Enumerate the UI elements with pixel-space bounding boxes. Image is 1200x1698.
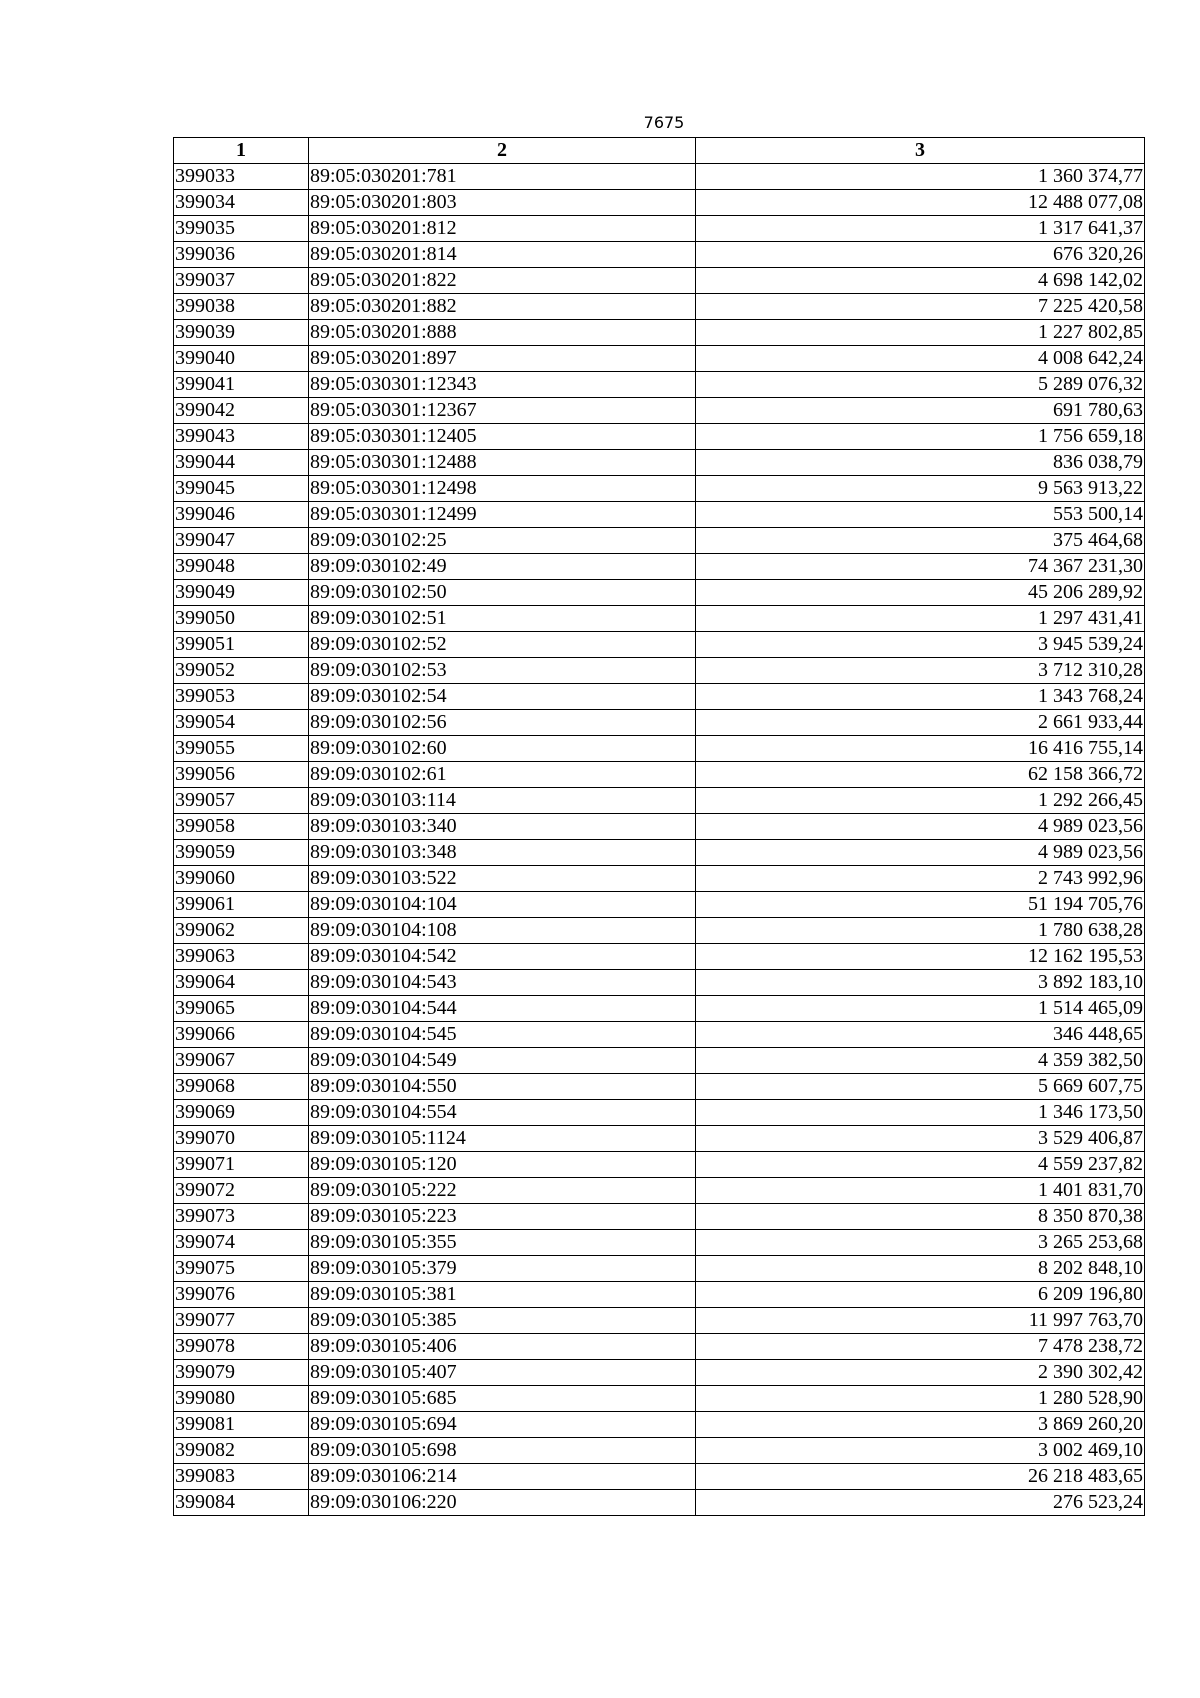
table-row: [174, 736, 1145, 762]
table-row: [174, 762, 1145, 788]
cell-cadastral-number: 89:05:030201:781: [309, 164, 696, 190]
cell-value: 4 008 642,24: [696, 346, 1145, 372]
cell-id: 399080: [174, 1386, 309, 1412]
table-row: [174, 814, 1145, 840]
cell-cadastral-number: 89:09:030105:1124: [309, 1126, 696, 1152]
cell-cadastral-number: 89:09:030104:542: [309, 944, 696, 970]
cell-cadastral-number: 89:05:030301:12498: [309, 476, 696, 502]
cell-cadastral-number: 89:09:030105:222: [309, 1178, 696, 1204]
cell-cadastral-number: 89:09:030102:61: [309, 762, 696, 788]
table-row: [174, 1230, 1145, 1256]
cell-cadastral-number: 89:09:030102:49: [309, 554, 696, 580]
cell-value: 1 401 831,70: [696, 1178, 1145, 1204]
cell-id: 399057: [174, 788, 309, 814]
cell-value: 1 756 659,18: [696, 424, 1145, 450]
cell-id: 399065: [174, 996, 309, 1022]
table-row: [174, 632, 1145, 658]
table-row: [174, 476, 1145, 502]
cell-cadastral-number: 89:09:030104:544: [309, 996, 696, 1022]
cell-value: 16 416 755,14: [696, 736, 1145, 762]
table-row: [174, 554, 1145, 580]
cell-cadastral-number: 89:05:030201:822: [309, 268, 696, 294]
cell-cadastral-number: 89:09:030105:385: [309, 1308, 696, 1334]
cell-value: 4 989 023,56: [696, 814, 1145, 840]
cell-cadastral-number: 89:09:030106:214: [309, 1464, 696, 1490]
cell-cadastral-number: 89:05:030201:882: [309, 294, 696, 320]
cell-cadastral-number: 89:05:030301:12343: [309, 372, 696, 398]
cell-id: 399070: [174, 1126, 309, 1152]
cell-value: 1 346 173,50: [696, 1100, 1145, 1126]
cell-id: 399053: [174, 684, 309, 710]
cell-id: 399041: [174, 372, 309, 398]
cell-cadastral-number: 89:09:030104:549: [309, 1048, 696, 1074]
table-row: [174, 424, 1145, 450]
cell-id: 399082: [174, 1438, 309, 1464]
cell-cadastral-number: 89:05:030201:803: [309, 190, 696, 216]
cell-value: 9 563 913,22: [696, 476, 1145, 502]
cell-value: 276 523,24: [696, 1490, 1145, 1516]
cell-value: 7 478 238,72: [696, 1334, 1145, 1360]
cell-value: 2 661 933,44: [696, 710, 1145, 736]
cell-value: 5 289 076,32: [696, 372, 1145, 398]
table-row: [174, 1438, 1145, 1464]
cell-value: 3 265 253,68: [696, 1230, 1145, 1256]
cell-id: 399033: [174, 164, 309, 190]
table-row: [174, 918, 1145, 944]
cell-value: 2 743 992,96: [696, 866, 1145, 892]
table-row: [174, 684, 1145, 710]
cell-cadastral-number: 89:09:030105:685: [309, 1386, 696, 1412]
table-row: [174, 1022, 1145, 1048]
cell-id: 399045: [174, 476, 309, 502]
cell-id: 399055: [174, 736, 309, 762]
column-header-2: 2: [309, 138, 696, 164]
cell-cadastral-number: 89:09:030105:698: [309, 1438, 696, 1464]
cell-id: 399050: [174, 606, 309, 632]
table-row: [174, 1464, 1145, 1490]
cell-cadastral-number: 89:09:030104:545: [309, 1022, 696, 1048]
cell-value: 3 892 183,10: [696, 970, 1145, 996]
cell-id: 399074: [174, 1230, 309, 1256]
cell-value: 4 359 382,50: [696, 1048, 1145, 1074]
cell-value: 26 218 483,65: [696, 1464, 1145, 1490]
cell-id: 399069: [174, 1100, 309, 1126]
cell-cadastral-number: 89:09:030105:120: [309, 1152, 696, 1178]
table-row: [174, 502, 1145, 528]
table-row: [174, 788, 1145, 814]
cell-id: 399067: [174, 1048, 309, 1074]
table-row: [174, 1048, 1145, 1074]
cell-id: 399068: [174, 1074, 309, 1100]
cell-value: 1 360 374,77: [696, 164, 1145, 190]
cell-cadastral-number: 89:05:030301:12488: [309, 450, 696, 476]
table-row: [174, 840, 1145, 866]
header-row: [174, 138, 1145, 164]
cell-value: 3 712 310,28: [696, 658, 1145, 684]
table-row: [174, 294, 1145, 320]
cell-cadastral-number: 89:09:030103:522: [309, 866, 696, 892]
cell-cadastral-number: 89:09:030102:56: [309, 710, 696, 736]
cell-id: 399042: [174, 398, 309, 424]
cell-value: 7 225 420,58: [696, 294, 1145, 320]
table-row: [174, 1152, 1145, 1178]
table-row: [174, 710, 1145, 736]
cell-id: 399056: [174, 762, 309, 788]
cell-cadastral-number: 89:09:030102:50: [309, 580, 696, 606]
cell-cadastral-number: 89:09:030105:355: [309, 1230, 696, 1256]
cell-id: 399052: [174, 658, 309, 684]
cell-cadastral-number: 89:05:030301:12499: [309, 502, 696, 528]
cell-id: 399043: [174, 424, 309, 450]
cell-cadastral-number: 89:09:030102:51: [309, 606, 696, 632]
cell-cadastral-number: 89:09:030105:223: [309, 1204, 696, 1230]
cell-value: 5 669 607,75: [696, 1074, 1145, 1100]
table-row: [174, 1412, 1145, 1438]
column-header-3: 3: [696, 138, 1145, 164]
cell-id: 399063: [174, 944, 309, 970]
cell-value: 4 559 237,82: [696, 1152, 1145, 1178]
table-row: [174, 190, 1145, 216]
cell-id: 399073: [174, 1204, 309, 1230]
cell-value: 1 343 768,24: [696, 684, 1145, 710]
cell-id: 399049: [174, 580, 309, 606]
cell-id: 399059: [174, 840, 309, 866]
table-row: [174, 346, 1145, 372]
cell-id: 399034: [174, 190, 309, 216]
data-table: [173, 137, 1145, 1516]
cell-value: 1 280 528,90: [696, 1386, 1145, 1412]
cell-value: 3 945 539,24: [696, 632, 1145, 658]
cell-value: 676 320,26: [696, 242, 1145, 268]
cell-cadastral-number: 89:09:030104:543: [309, 970, 696, 996]
cell-id: 399061: [174, 892, 309, 918]
cell-value: 3 529 406,87: [696, 1126, 1145, 1152]
cell-cadastral-number: 89:09:030105:407: [309, 1360, 696, 1386]
cell-cadastral-number: 89:09:030103:114: [309, 788, 696, 814]
cell-value: 836 038,79: [696, 450, 1145, 476]
column-header-1: 1: [174, 138, 309, 164]
cell-value: 1 780 638,28: [696, 918, 1145, 944]
cell-id: 399077: [174, 1308, 309, 1334]
table-row: [174, 1490, 1145, 1516]
cell-value: 691 780,63: [696, 398, 1145, 424]
cell-cadastral-number: 89:05:030201:812: [309, 216, 696, 242]
cell-value: 1 297 431,41: [696, 606, 1145, 632]
cell-value: 4 698 142,02: [696, 268, 1145, 294]
table-row: [174, 1126, 1145, 1152]
table-row: [174, 580, 1145, 606]
cell-id: 399081: [174, 1412, 309, 1438]
table-row: [174, 1308, 1145, 1334]
cell-id: 399075: [174, 1256, 309, 1282]
table-row: [174, 1386, 1145, 1412]
table-row: [174, 1360, 1145, 1386]
cell-id: 399078: [174, 1334, 309, 1360]
table-row: [174, 944, 1145, 970]
table-row: [174, 1204, 1145, 1230]
cell-id: 399040: [174, 346, 309, 372]
cell-cadastral-number: 89:09:030104:104: [309, 892, 696, 918]
cell-cadastral-number: 89:09:030105:406: [309, 1334, 696, 1360]
cell-cadastral-number: 89:09:030105:694: [309, 1412, 696, 1438]
table-header: [174, 138, 1145, 164]
table-row: [174, 528, 1145, 554]
table-row: [174, 1282, 1145, 1308]
table-row: [174, 164, 1145, 190]
cell-value: 8 202 848,10: [696, 1256, 1145, 1282]
table-row: [174, 658, 1145, 684]
cell-id: 399051: [174, 632, 309, 658]
cell-cadastral-number: 89:09:030105:379: [309, 1256, 696, 1282]
cell-id: 399054: [174, 710, 309, 736]
cell-id: 399084: [174, 1490, 309, 1516]
cell-value: 3 869 260,20: [696, 1412, 1145, 1438]
cell-cadastral-number: 89:09:030102:52: [309, 632, 696, 658]
table-row: [174, 216, 1145, 242]
table-row: [174, 606, 1145, 632]
cell-cadastral-number: 89:05:030201:897: [309, 346, 696, 372]
cell-cadastral-number: 89:09:030106:220: [309, 1490, 696, 1516]
cell-cadastral-number: 89:09:030102:25: [309, 528, 696, 554]
table-row: [174, 1074, 1145, 1100]
table-row: [174, 1334, 1145, 1360]
table-row: [174, 320, 1145, 346]
cell-cadastral-number: 89:09:030102:60: [309, 736, 696, 762]
cell-id: 399035: [174, 216, 309, 242]
cell-value: 1 317 641,37: [696, 216, 1145, 242]
cell-value: 4 989 023,56: [696, 840, 1145, 866]
cell-value: 12 488 077,08: [696, 190, 1145, 216]
cell-cadastral-number: 89:09:030102:54: [309, 684, 696, 710]
cell-value: 62 158 366,72: [696, 762, 1145, 788]
page-number: 7675: [643, 113, 685, 132]
cell-value: 346 448,65: [696, 1022, 1145, 1048]
cell-value: 1 227 802,85: [696, 320, 1145, 346]
table-row: [174, 866, 1145, 892]
cell-id: 399048: [174, 554, 309, 580]
table-row: [174, 1256, 1145, 1282]
table-row: [174, 398, 1145, 424]
cell-value: 1 292 266,45: [696, 788, 1145, 814]
cell-value: 6 209 196,80: [696, 1282, 1145, 1308]
cell-cadastral-number: 89:09:030104:108: [309, 918, 696, 944]
cell-cadastral-number: 89:09:030103:340: [309, 814, 696, 840]
cell-value: 2 390 302,42: [696, 1360, 1145, 1386]
table-row: [174, 372, 1145, 398]
cell-id: 399079: [174, 1360, 309, 1386]
cell-value: 45 206 289,92: [696, 580, 1145, 606]
table-row: [174, 450, 1145, 476]
cell-value: 375 464,68: [696, 528, 1145, 554]
cell-value: 12 162 195,53: [696, 944, 1145, 970]
cell-value: 1 514 465,09: [696, 996, 1145, 1022]
cell-id: 399036: [174, 242, 309, 268]
cell-id: 399039: [174, 320, 309, 346]
table-body: [174, 164, 1145, 1516]
cell-id: 399062: [174, 918, 309, 944]
cell-cadastral-number: 89:05:030201:888: [309, 320, 696, 346]
cell-cadastral-number: 89:09:030104:554: [309, 1100, 696, 1126]
cell-id: 399083: [174, 1464, 309, 1490]
table-row: [174, 242, 1145, 268]
cell-value: 8 350 870,38: [696, 1204, 1145, 1230]
table-row: [174, 1100, 1145, 1126]
cell-id: 399044: [174, 450, 309, 476]
cell-id: 399047: [174, 528, 309, 554]
cell-value: 11 997 763,70: [696, 1308, 1145, 1334]
cell-cadastral-number: 89:05:030301:12405: [309, 424, 696, 450]
cell-value: 51 194 705,76: [696, 892, 1145, 918]
cell-value: 3 002 469,10: [696, 1438, 1145, 1464]
table-row: [174, 996, 1145, 1022]
cell-id: 399046: [174, 502, 309, 528]
cell-cadastral-number: 89:09:030105:381: [309, 1282, 696, 1308]
cell-id: 399072: [174, 1178, 309, 1204]
table-row: [174, 970, 1145, 996]
table-row: [174, 1178, 1145, 1204]
cell-cadastral-number: 89:05:030301:12367: [309, 398, 696, 424]
cell-id: 399058: [174, 814, 309, 840]
table-row: [174, 268, 1145, 294]
table-row: [174, 892, 1145, 918]
cell-cadastral-number: 89:05:030201:814: [309, 242, 696, 268]
cell-id: 399076: [174, 1282, 309, 1308]
cell-id: 399037: [174, 268, 309, 294]
cell-value: 553 500,14: [696, 502, 1145, 528]
cell-cadastral-number: 89:09:030103:348: [309, 840, 696, 866]
cell-id: 399064: [174, 970, 309, 996]
cell-cadastral-number: 89:09:030102:53: [309, 658, 696, 684]
cell-value: 74 367 231,30: [696, 554, 1145, 580]
cell-cadastral-number: 89:09:030104:550: [309, 1074, 696, 1100]
cell-id: 399071: [174, 1152, 309, 1178]
cell-id: 399060: [174, 866, 309, 892]
cell-id: 399066: [174, 1022, 309, 1048]
cell-id: 399038: [174, 294, 309, 320]
